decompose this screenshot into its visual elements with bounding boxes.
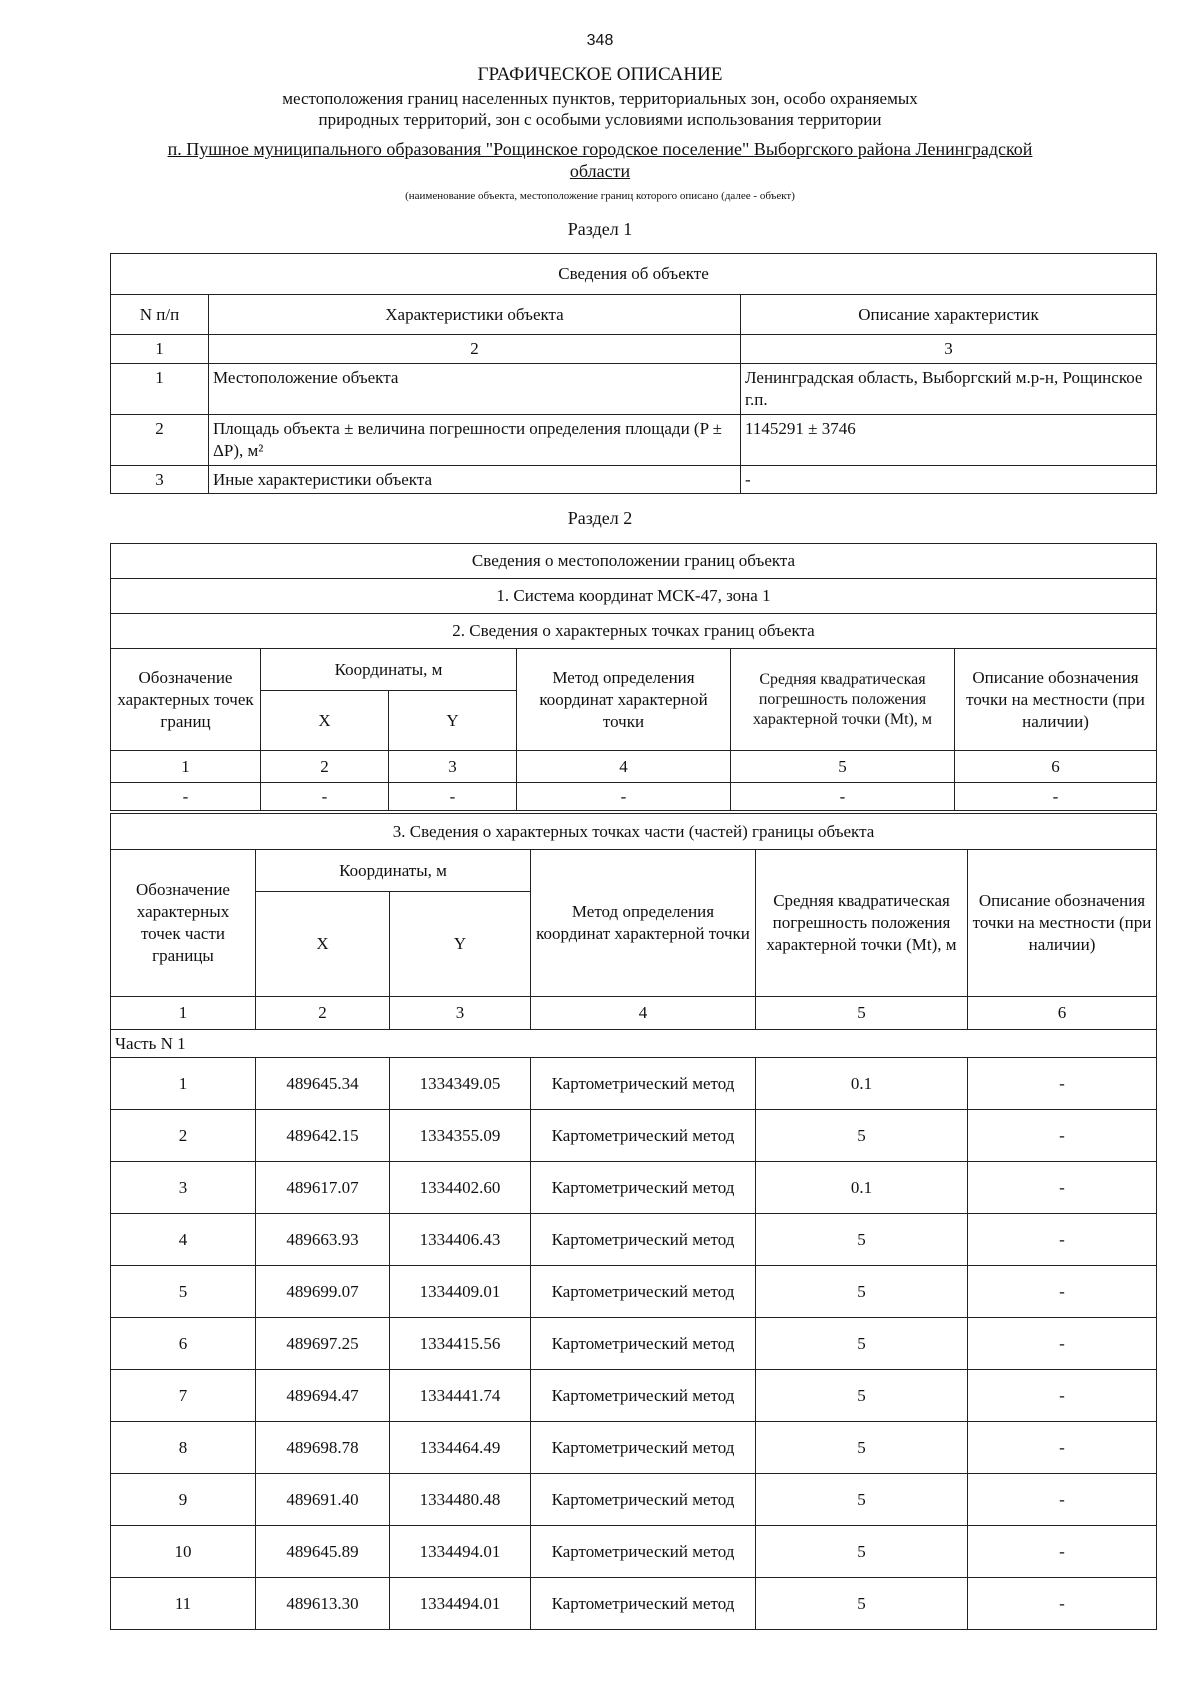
point-description: - xyxy=(968,1422,1157,1474)
point-y: 1334494.01 xyxy=(390,1578,531,1630)
row-characteristic: Местоположение объекта xyxy=(209,364,741,415)
empty-cell: - xyxy=(517,783,731,811)
point-method: Картометрический метод xyxy=(531,1058,756,1110)
point-x: 489663.93 xyxy=(256,1214,390,1266)
row-number: 3 xyxy=(111,466,209,494)
table-title: Сведения о местоположении границ объекта xyxy=(111,544,1157,579)
point-description: - xyxy=(968,1474,1157,1526)
point-x: 489613.30 xyxy=(256,1578,390,1630)
point-mt: 5 xyxy=(756,1110,968,1162)
empty-cell: - xyxy=(731,783,955,811)
point-number: 9 xyxy=(111,1474,256,1526)
page-number: 348 xyxy=(586,32,614,49)
column-number: 4 xyxy=(531,997,756,1030)
point-mt: 0.1 xyxy=(756,1162,968,1214)
column-header-x: X xyxy=(261,691,389,751)
column-header-y: Y xyxy=(390,892,531,997)
column-number: 1 xyxy=(111,751,261,783)
column-header: Средняя квадратическая погрешность положения характерной точки (Mt), м xyxy=(731,649,955,751)
column-number: 1 xyxy=(111,335,209,364)
point-mt: 5 xyxy=(756,1578,968,1630)
point-mt: 5 xyxy=(756,1214,968,1266)
section-1-heading: Раздел 1 xyxy=(567,219,633,239)
subtitle-line-1: местоположения границ населенных пунктов, территориальных зон, особо охраняемых xyxy=(282,89,918,108)
column-header: Метод определения координат характерной точки xyxy=(531,850,756,997)
table-row xyxy=(111,415,1157,466)
section-2-heading: Раздел 2 xyxy=(567,508,633,528)
document-title: ГРАФИЧЕСКОЕ ОПИСАНИЕ xyxy=(477,64,723,85)
row-characteristic: Площадь объекта ± величина погрешности определения площади (P ± ΔP), м² xyxy=(209,415,741,466)
point-x: 489697.25 xyxy=(256,1318,390,1370)
point-description: - xyxy=(968,1058,1157,1110)
point-mt: 5 xyxy=(756,1370,968,1422)
point-description: - xyxy=(968,1214,1157,1266)
row-number: 2 xyxy=(111,415,209,466)
point-method: Картометрический метод xyxy=(531,1162,756,1214)
table-row xyxy=(111,1058,1157,1110)
table-title: Сведения об объекте xyxy=(111,254,1157,295)
point-method: Картометрический метод xyxy=(531,1318,756,1370)
column-number: 3 xyxy=(389,751,517,783)
point-x: 489645.89 xyxy=(256,1526,390,1578)
point-x: 489691.40 xyxy=(256,1474,390,1526)
point-mt: 0.1 xyxy=(756,1058,968,1110)
table-row xyxy=(111,1318,1157,1370)
object-name xyxy=(130,138,1070,182)
part-label: Часть N 1 xyxy=(111,1030,1157,1058)
point-description: - xyxy=(968,1578,1157,1630)
column-header: Средняя квадратическая погрешность положения характерной точки (Mt), м xyxy=(756,850,968,997)
row-characteristic: Иные характеристики объекта xyxy=(209,466,741,494)
point-y: 1334464.49 xyxy=(390,1422,531,1474)
column-header: Координаты, м xyxy=(261,649,517,691)
point-y: 1334355.09 xyxy=(390,1110,531,1162)
point-y: 1334406.43 xyxy=(390,1214,531,1266)
point-number: 6 xyxy=(111,1318,256,1370)
point-description: - xyxy=(968,1110,1157,1162)
point-description: - xyxy=(968,1526,1157,1578)
point-number: 4 xyxy=(111,1214,256,1266)
row-description: - xyxy=(741,466,1157,494)
point-y: 1334480.48 xyxy=(390,1474,531,1526)
row-number: 1 xyxy=(111,364,209,415)
table-row xyxy=(111,1370,1157,1422)
table-row xyxy=(111,466,1157,494)
point-x: 489645.34 xyxy=(256,1058,390,1110)
point-y: 1334415.56 xyxy=(390,1318,531,1370)
point-method: Картометрический метод xyxy=(531,1474,756,1526)
document-subtitle xyxy=(100,88,1100,130)
table-row xyxy=(111,1266,1157,1318)
column-header: Описание обозначения точки на местности (при наличии) xyxy=(955,649,1157,751)
column-number: 2 xyxy=(261,751,389,783)
point-x: 489694.47 xyxy=(256,1370,390,1422)
point-number: 11 xyxy=(111,1578,256,1630)
column-header: N п/п xyxy=(111,295,209,335)
point-y: 1334494.01 xyxy=(390,1526,531,1578)
empty-cell: - xyxy=(955,783,1157,811)
column-header: Метод определения координат характерной точки xyxy=(517,649,731,751)
column-header-y: Y xyxy=(389,691,517,751)
point-mt: 5 xyxy=(756,1318,968,1370)
point-method: Картометрический метод xyxy=(531,1370,756,1422)
point-number: 5 xyxy=(111,1266,256,1318)
table-row xyxy=(111,364,1157,415)
object-caption: (наименование объекта, местоположение границ которого описано (далее - объект) xyxy=(405,190,795,202)
point-number: 7 xyxy=(111,1370,256,1422)
subtitle-line-2: природных территорий, зон с особыми условиями использования территории xyxy=(318,110,882,129)
point-y: 1334402.60 xyxy=(390,1162,531,1214)
point-y: 1334349.05 xyxy=(390,1058,531,1110)
point-method: Картометрический метод xyxy=(531,1214,756,1266)
column-number: 3 xyxy=(741,335,1157,364)
table-row xyxy=(111,1474,1157,1526)
object-info-table xyxy=(110,253,1157,494)
point-mt: 5 xyxy=(756,1526,968,1578)
column-header: Обозначение характерных точек части границы xyxy=(111,850,256,997)
empty-cell: - xyxy=(111,783,261,811)
column-header: Обозначение характерных точек границ xyxy=(111,649,261,751)
row-description: 1145291 ± 3746 xyxy=(741,415,1157,466)
column-header: Координаты, м xyxy=(256,850,531,892)
column-number: 4 xyxy=(517,751,731,783)
point-description: - xyxy=(968,1370,1157,1422)
point-method: Картометрический метод xyxy=(531,1266,756,1318)
table-row xyxy=(111,1162,1157,1214)
point-x: 489642.15 xyxy=(256,1110,390,1162)
table-row xyxy=(111,1214,1157,1266)
column-number: 6 xyxy=(968,997,1157,1030)
table-row xyxy=(111,783,1157,811)
table-row xyxy=(111,1422,1157,1474)
column-number: 2 xyxy=(209,335,741,364)
point-number: 2 xyxy=(111,1110,256,1162)
column-number: 6 xyxy=(955,751,1157,783)
parts-section-title: 3. Сведения о характерных точках части (частей) границы объекта xyxy=(111,814,1157,850)
point-method: Картометрический метод xyxy=(531,1422,756,1474)
row-description: Ленинградская область, Выборгский м.р-н, Рощинское г.п. xyxy=(741,364,1157,415)
point-method: Картометрический метод xyxy=(531,1578,756,1630)
point-mt: 5 xyxy=(756,1266,968,1318)
point-description: - xyxy=(968,1266,1157,1318)
point-x: 489699.07 xyxy=(256,1266,390,1318)
point-number: 8 xyxy=(111,1422,256,1474)
point-number: 10 xyxy=(111,1526,256,1578)
part-points-body xyxy=(111,1058,1157,1630)
column-header: Описание обозначения точки на местности (при наличии) xyxy=(968,850,1157,997)
table-row xyxy=(111,1526,1157,1578)
point-number: 3 xyxy=(111,1162,256,1214)
empty-cell: - xyxy=(389,783,517,811)
boundary-points-table xyxy=(110,543,1157,811)
point-x: 489698.78 xyxy=(256,1422,390,1474)
point-mt: 5 xyxy=(756,1422,968,1474)
column-number: 3 xyxy=(390,997,531,1030)
point-mt: 5 xyxy=(756,1474,968,1526)
column-number: 1 xyxy=(111,997,256,1030)
column-header-x: X xyxy=(256,892,390,997)
object-name-line-2: области xyxy=(569,161,631,181)
column-number: 5 xyxy=(731,751,955,783)
column-header: Описание характеристик xyxy=(741,295,1157,335)
point-y: 1334409.01 xyxy=(390,1266,531,1318)
table-row xyxy=(111,1578,1157,1630)
column-number: 5 xyxy=(756,997,968,1030)
column-number: 2 xyxy=(256,997,390,1030)
point-description: - xyxy=(968,1318,1157,1370)
coordinate-system: 1. Система координат МСК-47, зона 1 xyxy=(111,579,1157,614)
points-section-title: 2. Сведения о характерных точках границ объекта xyxy=(111,614,1157,649)
point-method: Картометрический метод xyxy=(531,1110,756,1162)
point-method: Картометрический метод xyxy=(531,1526,756,1578)
empty-cell: - xyxy=(261,783,389,811)
part-points-table xyxy=(110,813,1157,1630)
point-x: 489617.07 xyxy=(256,1162,390,1214)
column-header: Характеристики объекта xyxy=(209,295,741,335)
point-number: 1 xyxy=(111,1058,256,1110)
table-row xyxy=(111,1110,1157,1162)
point-y: 1334441.74 xyxy=(390,1370,531,1422)
point-description: - xyxy=(968,1162,1157,1214)
object-name-line-1: п. Пушное муниципального образования "Рощинское городское поселение" Выборгского района Ленинградской xyxy=(167,139,1033,159)
